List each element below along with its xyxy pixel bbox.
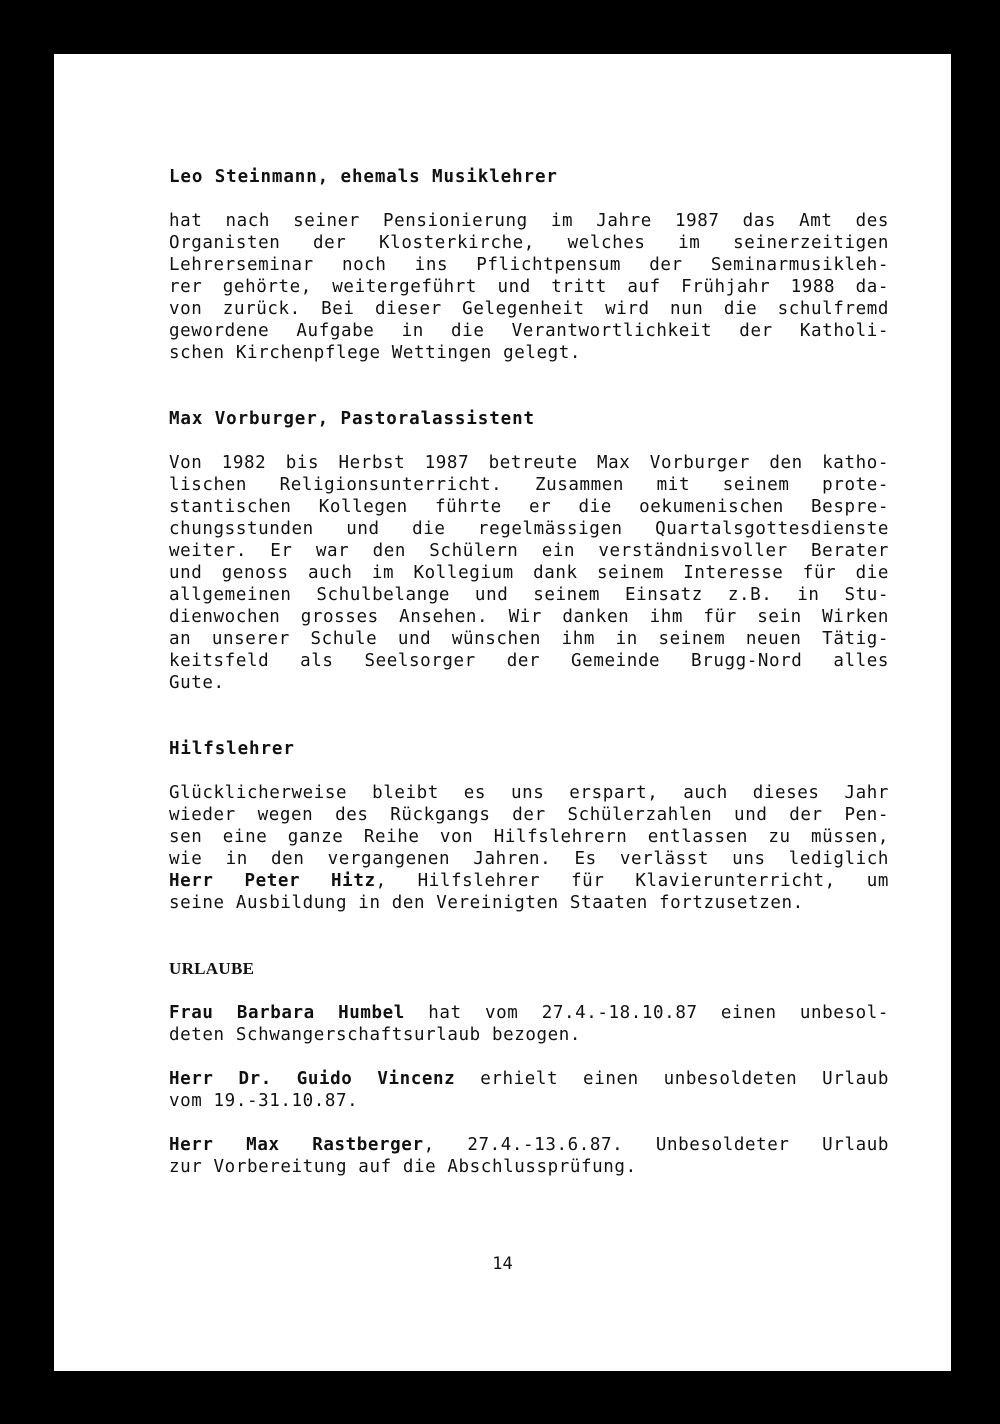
urlaub-entry-vincenz	[169, 1068, 889, 1112]
text-line: allgemeinen Schulbelange und seinem Einsatz z.B. in Stu-	[169, 585, 889, 605]
text-line: an unserer Schule und wünschen ihm in seinem neuen Tätig-	[169, 629, 889, 649]
section-heading-steinmann: Leo Steinmann, ehemals Musiklehrer	[169, 167, 558, 187]
urlaub-entry-rastberger	[169, 1134, 889, 1178]
section-heading-urlaube: URLAUBE	[169, 959, 255, 978]
text-line: Von 1982 bis Herbst 1987 betreute Max Vorburger den katho-	[169, 453, 889, 473]
text-line: Organisten der Klosterkirche, welches im seinerzeitigen	[169, 233, 889, 253]
text-line: sen eine ganze Reihe von Hilfslehrern entlassen zu müssen,	[169, 827, 889, 847]
text-line: Glücklicherweise bleibt es uns erspart, auch dieses Jahr	[169, 783, 889, 803]
text-line: stantischen Kollegen führte er die oekumenischen Bespre-	[169, 497, 889, 517]
text-fragment: , Hilfslehrer für Klavierunterricht, um	[375, 871, 889, 891]
text-line	[169, 1134, 889, 1156]
text-line: zur Vorbereitung auf die Abschlussprüfung.	[169, 1157, 637, 1177]
text-line: wie in den vergangenen Jahren. Es verlässt uns lediglich	[169, 849, 889, 869]
text-line: wieder wegen des Rückgangs der Schülerzahlen und der Pen-	[169, 805, 889, 825]
urlaub-entry-humbel	[169, 1002, 889, 1046]
text-line: gewordene Aufgabe in die Verantwortlichkeit der Katholi-	[169, 321, 889, 341]
section-heading-hilfslehrer: Hilfslehrer	[169, 739, 295, 759]
text-line	[169, 870, 889, 892]
text-line: hat nach seiner Pensionierung im Jahre 1987 das Amt des	[169, 211, 889, 231]
text-line: und genoss auch im Kollegium dank seinem Interesse für die	[169, 563, 889, 583]
text-line: dienwochen grosses Ansehen. Wir danken ihm für sein Wirken	[169, 607, 889, 627]
section-heading-vorburger: Max Vorburger, Pastoralassistent	[169, 409, 535, 429]
text-line: chungsstunden und die regelmässigen Quartalsgottesdienste	[169, 519, 889, 539]
text-line: keitsfeld als Seelsorger der Gemeinde Brugg-Nord alles	[169, 651, 889, 671]
person-name: Herr Dr. Guido Vincenz	[169, 1069, 456, 1089]
text-line	[169, 1068, 889, 1090]
text-line: lischen Religionsunterricht. Zusammen mit seinem prote-	[169, 475, 889, 495]
person-name: Herr Peter Hitz	[169, 871, 376, 891]
text-line: schen Kirchenpflege Wettingen gelegt.	[169, 343, 582, 363]
page-number: 14	[492, 1254, 513, 1274]
paragraph-vorburger	[169, 452, 889, 694]
text-fragment: erhielt einen unbesoldeten Urlaub	[455, 1069, 889, 1089]
text-line: seine Ausbildung in den Vereinigten Staaten fortzusetzen.	[169, 893, 804, 913]
text-line: vom 19.-31.10.87.	[169, 1091, 359, 1111]
text-line: deten Schwangerschaftsurlaub bezogen.	[169, 1025, 582, 1045]
text-fragment: hat vom 27.4.-18.10.87 einen unbesol-	[404, 1003, 889, 1023]
text-line: Lehrerseminar noch ins Pflichtpensum der Seminarmusikleh-	[169, 255, 889, 275]
document-page	[54, 54, 951, 1371]
text-line: von zurück. Bei dieser Gelegenheit wird nun die schulfremd	[169, 299, 889, 319]
person-name: Herr Max Rastberger	[169, 1135, 424, 1155]
text-fragment: , 27.4.-13.6.87. Unbesoldeter Urlaub	[423, 1135, 889, 1155]
paragraph-steinmann	[169, 210, 889, 364]
text-line: rer gehörte, weitergeführt und tritt auf Frühjahr 1988 da-	[169, 277, 889, 297]
text-column	[169, 166, 889, 1178]
text-line	[169, 1002, 889, 1024]
text-line: Gute.	[169, 673, 225, 693]
paragraph-hilfslehrer	[169, 782, 889, 914]
text-line: weiter. Er war den Schülern ein verständnisvoller Berater	[169, 541, 889, 561]
person-name: Frau Barbara Humbel	[169, 1003, 405, 1023]
